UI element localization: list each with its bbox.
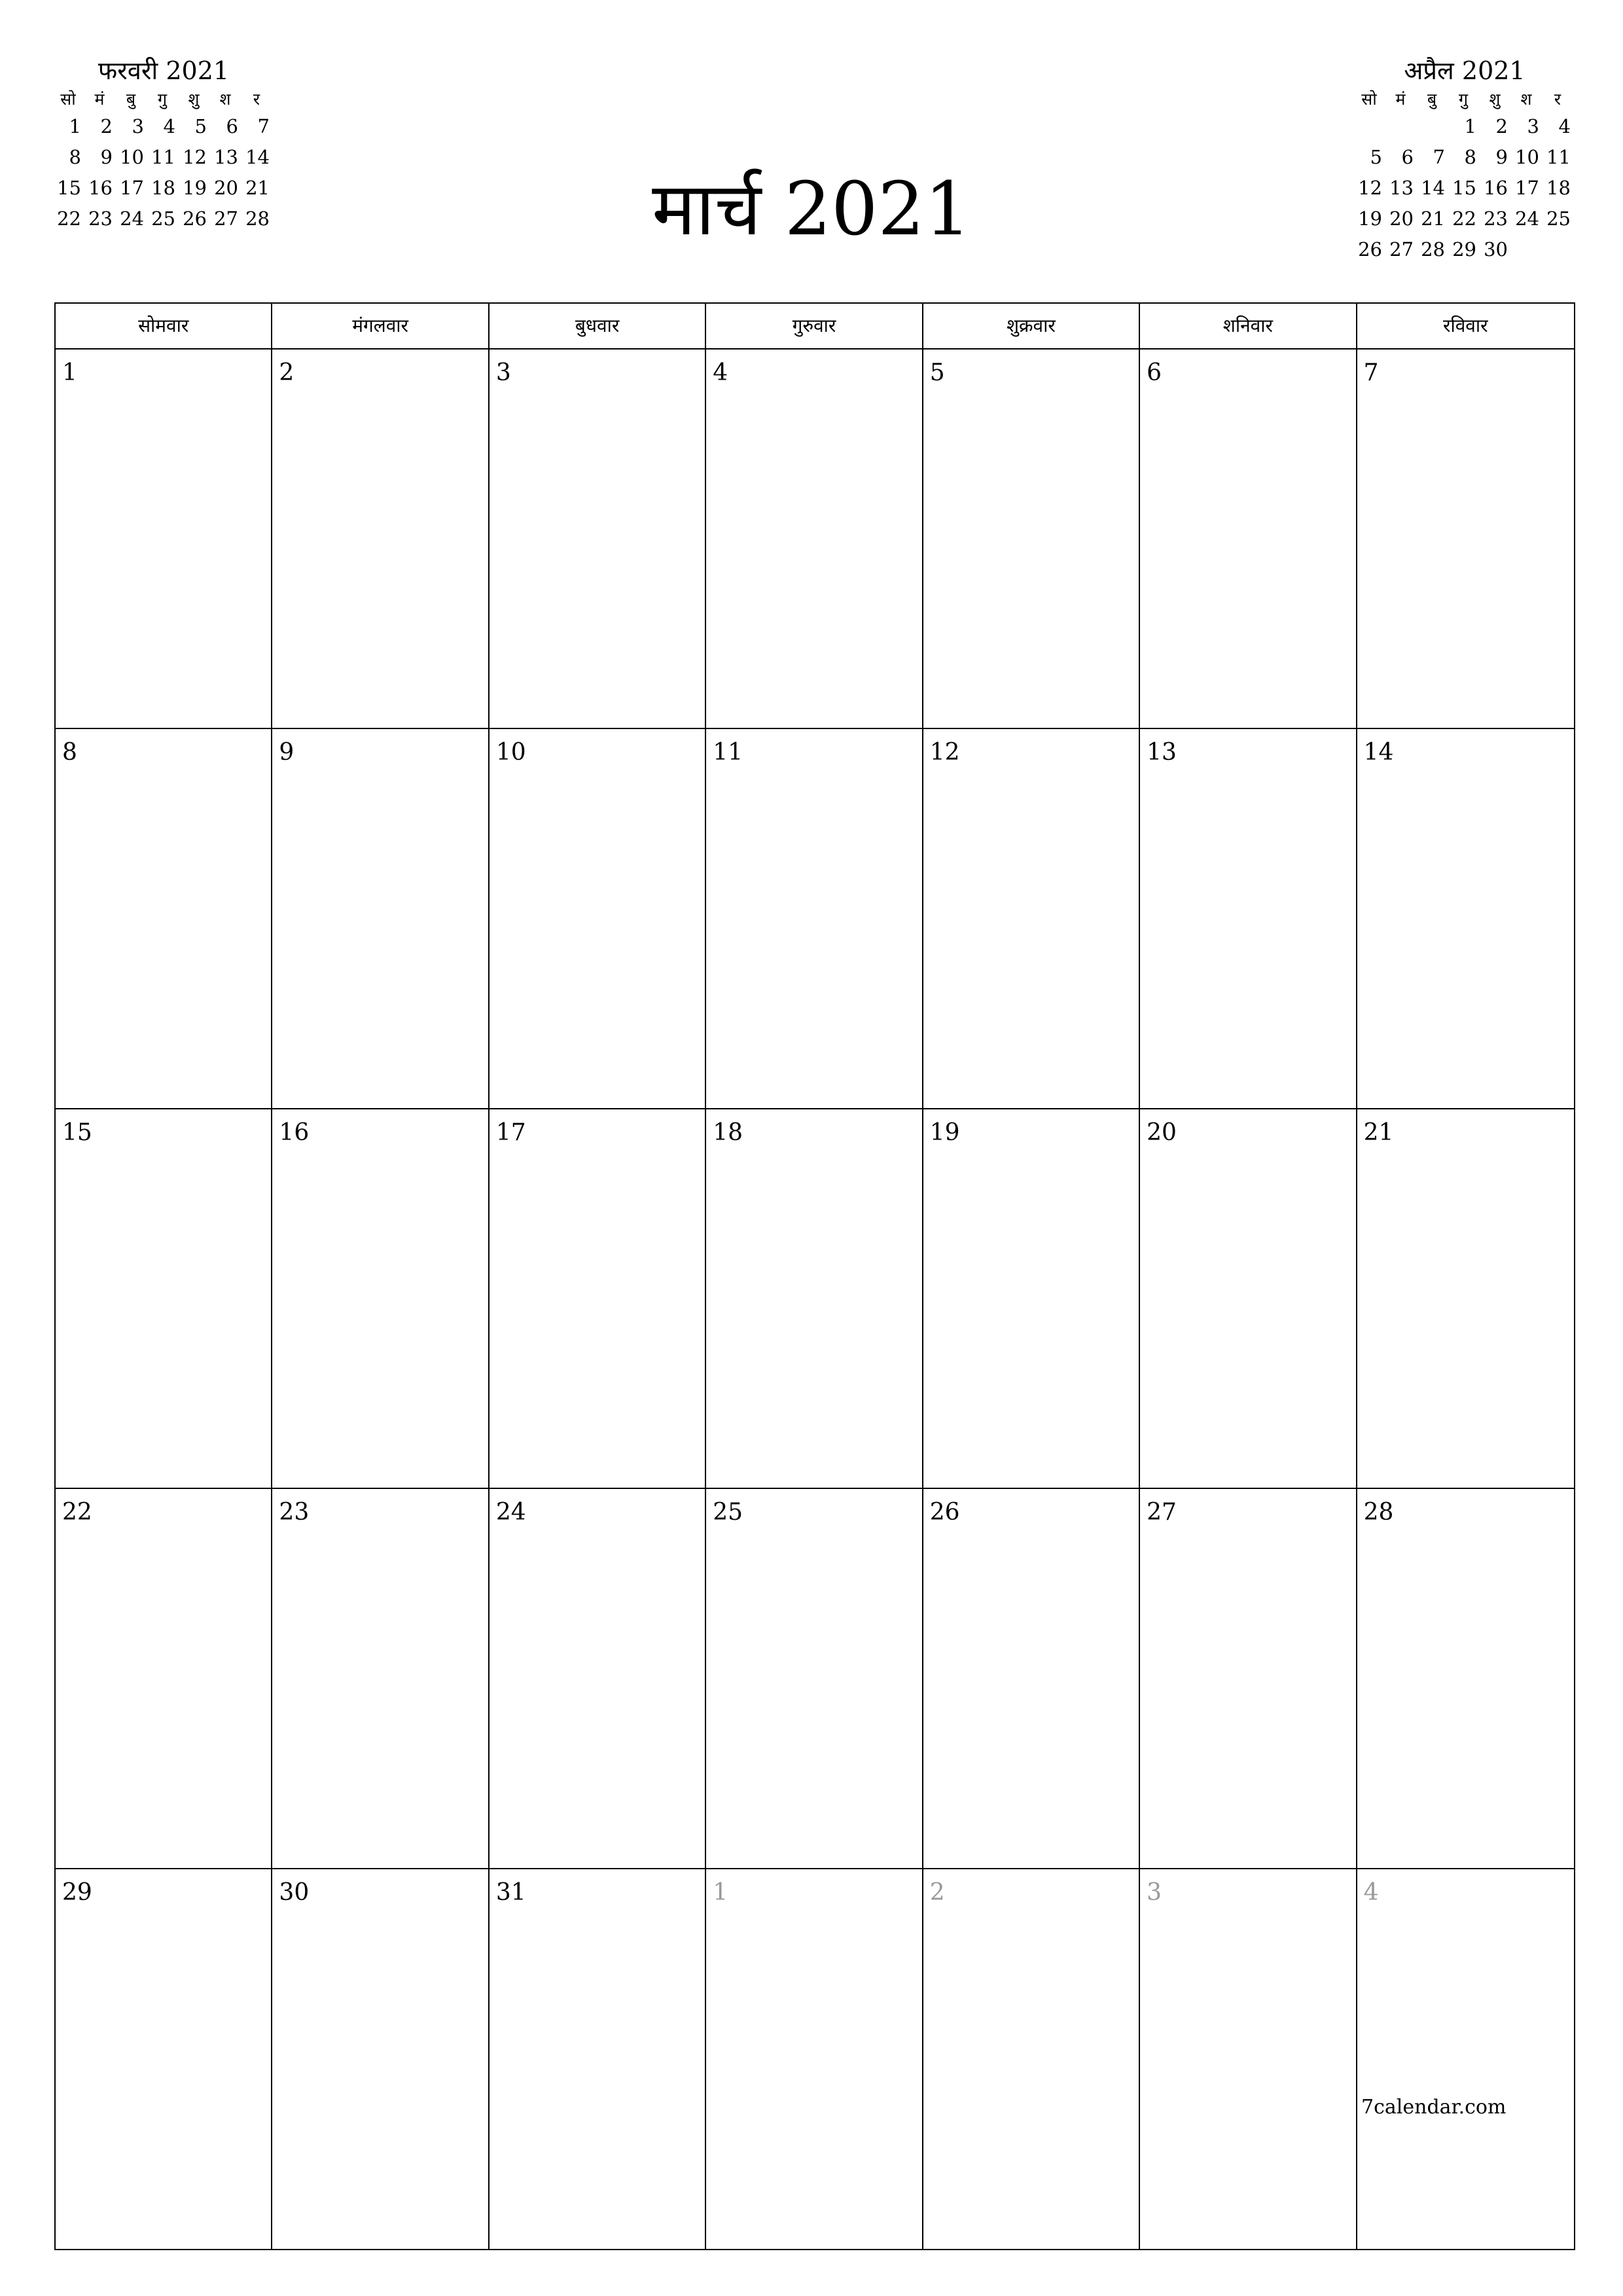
mini-day: 29 xyxy=(1452,238,1476,260)
mini-day: 27 xyxy=(214,207,238,230)
mini-day: 1 xyxy=(1464,115,1476,137)
day-cell[interactable] xyxy=(1357,350,1574,729)
day-cell[interactable] xyxy=(1140,1869,1357,2249)
prev-month-days-grid xyxy=(52,111,275,234)
day-number: 9 xyxy=(279,739,294,766)
day-number: 18 xyxy=(713,1119,743,1146)
mini-day: 12 xyxy=(183,146,207,168)
mini-day: 30 xyxy=(1484,238,1508,260)
mini-day: 28 xyxy=(1421,238,1445,260)
mini-day: 14 xyxy=(1421,177,1445,199)
day-number: 8 xyxy=(62,739,77,766)
day-cell[interactable] xyxy=(1357,1489,1574,1869)
mini-day: 10 xyxy=(1515,146,1539,168)
day-number: 19 xyxy=(929,1119,960,1146)
other-month-day-number: 2 xyxy=(929,1878,945,1906)
day-cell[interactable] xyxy=(706,729,923,1109)
mini-day: 23 xyxy=(1484,207,1508,230)
mini-day: 18 xyxy=(151,177,175,199)
mini-weekday-label: गु xyxy=(157,90,168,109)
mini-day: 27 xyxy=(1389,238,1414,260)
mini-weekday-label: शु xyxy=(188,90,200,109)
mini-weekday-label: मं xyxy=(1395,90,1406,109)
weekday-header: शुक्रवार xyxy=(923,304,1140,350)
day-cell[interactable] xyxy=(1357,1869,1574,2249)
day-cell[interactable] xyxy=(56,1489,272,1869)
mini-weekday-label: र xyxy=(1554,90,1561,109)
day-number: 10 xyxy=(495,739,526,766)
mini-day: 9 xyxy=(100,146,113,168)
day-cell[interactable] xyxy=(706,1869,923,2249)
day-cell[interactable] xyxy=(272,1109,489,1489)
day-number: 4 xyxy=(713,359,728,386)
weekday-header: सोमवार xyxy=(56,304,272,350)
day-cell[interactable] xyxy=(56,350,272,729)
day-number: 23 xyxy=(279,1499,310,1526)
next-month-days-grid xyxy=(1353,111,1576,265)
day-number: 30 xyxy=(279,1878,310,1906)
day-number: 31 xyxy=(495,1878,526,1906)
prev-month-mini-calendar xyxy=(52,54,275,234)
day-number: 25 xyxy=(713,1499,743,1526)
mini-day: 7 xyxy=(257,115,270,137)
day-number: 20 xyxy=(1147,1119,1177,1146)
day-number: 26 xyxy=(929,1499,960,1526)
day-number: 11 xyxy=(713,739,743,766)
mini-day xyxy=(1385,111,1416,142)
day-cell[interactable] xyxy=(272,729,489,1109)
mini-day: 8 xyxy=(1464,146,1476,168)
mini-day: 25 xyxy=(151,207,175,230)
mini-day: 25 xyxy=(1546,207,1571,230)
mini-weekday-label: गु xyxy=(1458,90,1469,109)
mini-day: 6 xyxy=(1401,146,1414,168)
mini-day: 16 xyxy=(1484,177,1508,199)
day-number: 22 xyxy=(62,1499,92,1526)
mini-day: 17 xyxy=(1515,177,1539,199)
mini-day: 6 xyxy=(226,115,238,137)
prev-month-weekday-header xyxy=(52,88,275,111)
mini-day xyxy=(1416,111,1448,142)
mini-day: 1 xyxy=(69,115,81,137)
mini-day: 23 xyxy=(88,207,113,230)
day-cell[interactable] xyxy=(1140,1489,1357,1869)
day-number: 15 xyxy=(62,1119,92,1146)
mini-day: 4 xyxy=(1558,115,1571,137)
mini-day: 17 xyxy=(120,177,144,199)
mini-day: 24 xyxy=(120,207,144,230)
day-cell[interactable] xyxy=(923,1489,1140,1869)
mini-weekday-label: मं xyxy=(94,90,105,109)
mini-day: 5 xyxy=(194,115,207,137)
day-number: 7 xyxy=(1363,359,1379,386)
mini-weekday-label: बु xyxy=(1427,90,1437,109)
day-cell[interactable] xyxy=(706,1489,923,1869)
day-number: 29 xyxy=(62,1878,92,1906)
day-number: 14 xyxy=(1363,739,1394,766)
day-cell[interactable] xyxy=(706,1109,923,1489)
day-number: 6 xyxy=(1147,359,1162,386)
day-cell[interactable] xyxy=(56,729,272,1109)
mini-day xyxy=(1542,234,1573,265)
page-title: मार्च 2021 xyxy=(652,167,971,252)
mini-day xyxy=(1353,111,1385,142)
mini-day: 7 xyxy=(1433,146,1445,168)
mini-day: 28 xyxy=(245,207,270,230)
weekday-header: गुरुवार xyxy=(706,304,923,350)
day-cell[interactable] xyxy=(1140,1109,1357,1489)
mini-day: 16 xyxy=(88,177,113,199)
day-number: 12 xyxy=(929,739,960,766)
mini-day: 22 xyxy=(57,207,81,230)
mini-day: 20 xyxy=(214,177,238,199)
mini-day: 11 xyxy=(151,146,175,168)
day-number: 28 xyxy=(1363,1499,1394,1526)
mini-day: 19 xyxy=(183,177,207,199)
day-cell[interactable] xyxy=(272,1869,489,2249)
mini-day: 2 xyxy=(1495,115,1508,137)
weekday-header: रविवार xyxy=(1357,304,1574,350)
weekday-header: शनिवार xyxy=(1140,304,1357,350)
mini-day: 4 xyxy=(163,115,175,137)
day-cell[interactable] xyxy=(1140,729,1357,1109)
mini-weekday-label: श xyxy=(1520,90,1532,109)
day-cell[interactable] xyxy=(923,1109,1140,1489)
day-number: 17 xyxy=(495,1119,526,1146)
day-cell[interactable] xyxy=(490,729,706,1109)
day-cell[interactable] xyxy=(923,1869,1140,2249)
prev-month-title: फरवरी 2021 xyxy=(98,56,230,85)
day-cell[interactable] xyxy=(923,729,1140,1109)
footer-credit: 7calendar.com xyxy=(1361,2096,1507,2119)
day-number: 5 xyxy=(929,359,945,386)
next-month-weekday-header xyxy=(1353,88,1576,111)
mini-day: 3 xyxy=(132,115,144,137)
day-cell[interactable] xyxy=(1357,729,1574,1109)
mini-day: 2 xyxy=(100,115,113,137)
day-cell[interactable] xyxy=(490,1489,706,1869)
mini-weekday-label: बु xyxy=(126,90,136,109)
day-cell[interactable] xyxy=(923,350,1140,729)
day-number: 16 xyxy=(279,1119,310,1146)
day-cell[interactable] xyxy=(1140,350,1357,729)
mini-day: 9 xyxy=(1495,146,1508,168)
mini-day: 26 xyxy=(183,207,207,230)
day-cell[interactable] xyxy=(56,1869,272,2249)
mini-day: 18 xyxy=(1546,177,1571,199)
other-month-day-number: 4 xyxy=(1363,1878,1379,1906)
mini-weekday-label: श xyxy=(219,90,231,109)
day-number: 3 xyxy=(495,359,511,386)
next-month-mini-calendar xyxy=(1353,54,1576,265)
day-cell[interactable] xyxy=(706,350,923,729)
mini-weekday-label: सो xyxy=(1361,90,1377,109)
day-cell[interactable] xyxy=(490,350,706,729)
other-month-day-number: 3 xyxy=(1147,1878,1162,1906)
mini-day: 21 xyxy=(1421,207,1445,230)
day-cell[interactable] xyxy=(272,1489,489,1869)
next-month-title: अप्रैल 2021 xyxy=(1404,56,1525,85)
mini-weekday-label: सो xyxy=(60,90,76,109)
mini-day: 13 xyxy=(1389,177,1414,199)
day-cell[interactable] xyxy=(1357,1109,1574,1489)
day-number: 2 xyxy=(279,359,294,386)
mini-day: 19 xyxy=(1358,207,1382,230)
mini-day: 3 xyxy=(1527,115,1539,137)
mini-weekday-label: र xyxy=(253,90,260,109)
mini-day: 8 xyxy=(69,146,81,168)
mini-day xyxy=(1510,234,1542,265)
weekday-header: मंगलवार xyxy=(272,304,489,350)
mini-day: 5 xyxy=(1370,146,1382,168)
other-month-day-number: 1 xyxy=(713,1878,728,1906)
mini-day: 15 xyxy=(57,177,81,199)
month-calendar-grid xyxy=(54,302,1575,2250)
day-number: 27 xyxy=(1147,1499,1177,1526)
mini-day: 10 xyxy=(120,146,144,168)
mini-day: 14 xyxy=(245,146,270,168)
day-number: 13 xyxy=(1147,739,1177,766)
day-number: 21 xyxy=(1363,1119,1394,1146)
weekday-header: बुधवार xyxy=(490,304,706,350)
mini-day: 21 xyxy=(245,177,270,199)
day-cell[interactable] xyxy=(490,1109,706,1489)
day-number: 1 xyxy=(62,359,77,386)
day-cell[interactable] xyxy=(272,350,489,729)
mini-day: 20 xyxy=(1389,207,1414,230)
mini-day: 24 xyxy=(1515,207,1539,230)
mini-day: 26 xyxy=(1358,238,1382,260)
day-number: 24 xyxy=(495,1499,526,1526)
day-cell[interactable] xyxy=(56,1109,272,1489)
mini-day: 12 xyxy=(1358,177,1382,199)
mini-day: 13 xyxy=(214,146,238,168)
mini-weekday-label: शु xyxy=(1489,90,1501,109)
day-cell[interactable] xyxy=(490,1869,706,2249)
mini-day: 11 xyxy=(1546,146,1571,168)
mini-day: 15 xyxy=(1452,177,1476,199)
mini-day: 22 xyxy=(1452,207,1476,230)
